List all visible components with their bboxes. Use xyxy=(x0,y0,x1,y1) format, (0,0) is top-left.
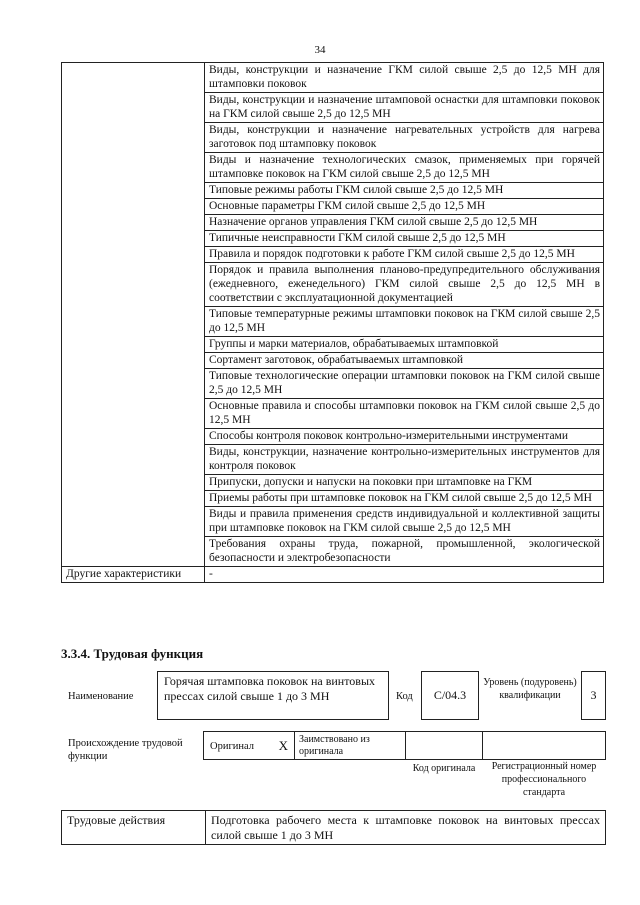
empty-cell xyxy=(62,445,205,475)
knowledge-item: Типичные неисправности ГКМ силой свыше 2,5 до 12,5 МН xyxy=(205,231,604,247)
empty-cell xyxy=(62,507,205,537)
labor-actions-label: Трудовые действия xyxy=(62,811,206,845)
empty-cell xyxy=(62,491,205,507)
empty-cell xyxy=(62,337,205,353)
knowledge-item: Назначение органов управления ГКМ силой свыше 2,5 до 12,5 МН xyxy=(205,215,604,231)
registration-number-label: Регистрационный номер профессионального стандарта xyxy=(491,761,597,798)
table-row xyxy=(62,353,604,369)
knowledge-item: Виды, конструкции, назначение контрольно-измерительных инструментов для контроля поковок xyxy=(205,445,604,475)
knowledge-item: Приемы работы при штамповке поковок на ГКМ силой свыше 2,5 до 12,5 МН xyxy=(205,491,604,507)
table-row xyxy=(62,445,604,475)
table-row xyxy=(62,537,604,567)
function-code-field: C/04.3 xyxy=(421,671,479,720)
table-row xyxy=(62,93,604,123)
empty-cell xyxy=(62,153,205,183)
knowledge-table xyxy=(61,62,604,583)
table-row xyxy=(62,369,604,399)
code-label: Код xyxy=(396,691,413,702)
borrowed-label: Заимствовано из оригинала xyxy=(299,734,370,757)
other-characteristics-value: - xyxy=(205,567,604,583)
knowledge-item: Группы и марки материалов, обрабатываемых штамповкой xyxy=(205,337,604,353)
knowledge-item: Порядок и правила выполнения планово-предупредительного обслуживания (ежедневного, еженедельного) ГКМ силой свыше 2,5 до 12,5 МН в соответствии с эксплуатационной документацией xyxy=(205,263,604,307)
table-row xyxy=(62,263,604,307)
labor-actions-value: Подготовка рабочего места к штамповке поковок на винтовых прессах силой свыше 1 до 3 МН xyxy=(206,811,606,845)
empty-cell xyxy=(62,307,205,337)
knowledge-item: Виды, конструкции и назначение штамповой оснастки для штамповки поковок на ГКМ силой свыше 2,5 до 12,5 МН xyxy=(205,93,604,123)
knowledge-item: Требования охраны труда, пожарной, промышленной, экологической безопасности и электробезопасности xyxy=(205,537,604,567)
table-row xyxy=(62,811,606,845)
table-row xyxy=(62,337,604,353)
section-title: 3.3.4. Трудовая функция xyxy=(61,646,204,661)
table-row xyxy=(62,183,604,199)
table-row xyxy=(62,507,604,537)
knowledge-item: Основные правила и способы штамповки поковок на ГКМ силой свыше 2,5 до 12,5 МН xyxy=(205,399,604,429)
origin-label: Происхождение трудовой функции xyxy=(68,738,183,762)
empty-cell xyxy=(62,399,205,429)
empty-cell xyxy=(62,263,205,307)
table-row xyxy=(62,123,604,153)
empty-cell xyxy=(62,537,205,567)
table-row xyxy=(62,429,604,445)
table-row xyxy=(62,307,604,337)
knowledge-item: Типовые режимы работы ГКМ силой свыше 2,5 до 12,5 МН xyxy=(205,183,604,199)
empty-cell xyxy=(62,475,205,491)
empty-cell xyxy=(62,199,205,215)
empty-cell xyxy=(62,231,205,247)
knowledge-item: Сортамент заготовок, обрабатываемых штамповкой xyxy=(205,353,604,369)
labor-actions-table xyxy=(61,810,606,845)
empty-cell xyxy=(62,183,205,199)
table-row xyxy=(62,63,604,93)
function-name-field: Горячая штамповка поковок на винтовых прессах силой свыше 1 до 3 МН xyxy=(157,671,389,720)
table-row xyxy=(62,475,604,491)
table-row xyxy=(62,215,604,231)
table-row xyxy=(62,153,604,183)
table-row xyxy=(62,247,604,263)
knowledge-item: Типовые температурные режимы штамповки поковок на ГКМ силой свыше 2,5 до 12,5 МН xyxy=(205,307,604,337)
empty-cell xyxy=(62,63,205,93)
original-label: Оригинал xyxy=(210,741,254,752)
registration-number-cell xyxy=(482,731,606,760)
empty-cell xyxy=(62,429,205,445)
empty-cell xyxy=(62,215,205,231)
code-original-cell xyxy=(405,731,483,760)
qualification-level-label: Уровень (подуровень) квалификации xyxy=(483,677,577,701)
knowledge-item: Виды, конструкции и назначение ГКМ силой свыше 2,5 до 12,5 МН для штамповки поковок xyxy=(205,63,604,93)
empty-cell xyxy=(62,353,205,369)
code-original-label: Код оригинала xyxy=(412,763,476,774)
borrowed-cell xyxy=(294,731,406,760)
name-label: Наименование xyxy=(68,691,134,702)
knowledge-item: Виды и назначение технологических смазок, применяемых при горячей штамповке поковок на ГКМ силой свыше 2,5 до 12,5 МН xyxy=(205,153,604,183)
original-mark: X xyxy=(278,738,288,753)
knowledge-item: Виды, конструкции и назначение нагревательных устройств для нагрева заготовок под штамповку поковок xyxy=(205,123,604,153)
knowledge-item: Основные параметры ГКМ силой свыше 2,5 до 12,5 МН xyxy=(205,199,604,215)
qualification-level-field: 3 xyxy=(581,671,606,720)
table-row xyxy=(62,199,604,215)
knowledge-item: Виды и правила применения средств индивидуальной и коллективной защиты при штамповке поковок на ГКМ силой свыше 2,5 до 12,5 МН xyxy=(205,507,604,537)
empty-cell xyxy=(62,123,205,153)
original-cell xyxy=(203,731,295,760)
knowledge-item: Правила и порядок подготовки к работе ГКМ силой свыше 2,5 до 12,5 МН xyxy=(205,247,604,263)
knowledge-item: Способы контроля поковок контрольно-измерительными инструментами xyxy=(205,429,604,445)
page-number: 34 xyxy=(314,44,326,56)
table-row xyxy=(62,231,604,247)
empty-cell xyxy=(62,369,205,399)
table-row xyxy=(62,491,604,507)
empty-cell xyxy=(62,93,205,123)
table-row xyxy=(62,567,604,583)
empty-cell xyxy=(62,247,205,263)
knowledge-item: Припуски, допуски и напуски на поковки при штамповке на ГКМ xyxy=(205,475,604,491)
table-row xyxy=(62,399,604,429)
knowledge-item: Типовые технологические операции штамповки поковок на ГКМ силой свыше 2,5 до 12,5 МН xyxy=(205,369,604,399)
other-characteristics-label: Другие характеристики xyxy=(62,567,205,583)
